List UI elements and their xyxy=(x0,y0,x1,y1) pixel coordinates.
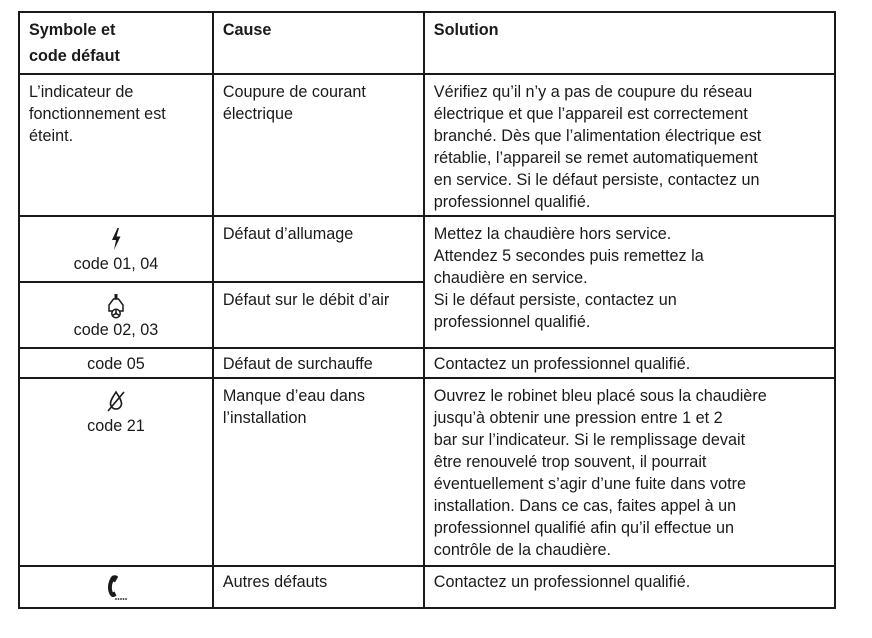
table-row xyxy=(19,348,835,378)
solution-cell: Ouvrez le robinet bleu placé sous la chaudière jusqu’à obtenir une pression entre 1 et 2 bar sur l’indicateur. Si le remplissage devait être renouvelé trop souvent, il pourrait éventuellement s’agir d’une fuite dans votre installation. Dans ce cas, faites appel à un professionnel qualifié afin qu’il effectue un contrôle de la chaudière. xyxy=(424,378,835,566)
solution-cell: Mettez la chaudière hors service. Attendez 5 secondes puis remettez la chaudière en service. Si le défaut persiste, contactez un professionnel qualifié. xyxy=(424,216,835,348)
table-header-row xyxy=(19,12,835,74)
fault-code: code 05 xyxy=(87,355,145,373)
table-row xyxy=(19,566,835,608)
air-flow-fan-icon xyxy=(106,293,126,319)
header-solution: Solution xyxy=(424,12,835,74)
lightning-icon xyxy=(109,227,123,253)
table-row xyxy=(19,216,835,282)
symbol-cell xyxy=(19,282,213,348)
cause-cell: Coupure de courant électrique xyxy=(213,74,424,216)
no-water-icon xyxy=(104,389,128,415)
cause-cell: Défaut de surchauffe xyxy=(213,348,424,378)
table-row xyxy=(19,74,835,216)
telephone-icon xyxy=(103,573,129,601)
table-row xyxy=(19,378,835,566)
solution-cell: Contactez un professionnel qualifié. xyxy=(424,348,835,378)
fault-code: code 02, 03 xyxy=(73,321,159,339)
symbol-cell: L’indicateur de fonctionnement est éteint. xyxy=(19,74,213,216)
symbol-cell xyxy=(19,348,213,378)
symbol-cell xyxy=(19,378,213,566)
symbol-cell xyxy=(19,566,213,608)
fault-code: code 01, 04 xyxy=(73,255,159,273)
cause-cell: Défaut d’allumage xyxy=(213,216,424,282)
header-cause: Cause xyxy=(213,12,424,74)
cause-cell: Défaut sur le débit d’air xyxy=(213,282,424,348)
fault-table xyxy=(18,11,836,609)
cause-cell: Manque d’eau dans l’installation xyxy=(213,378,424,566)
symbol-cell xyxy=(19,216,213,282)
cause-cell: Autres défauts xyxy=(213,566,424,608)
header-symbol-code: Symbole et code défaut xyxy=(19,12,213,74)
solution-cell: Vérifiez qu’il n’y a pas de coupure du réseau électrique et que l’appareil est correctement branché. Dès que l’alimentation électrique est rétablie, l’appareil se remet automatiquement en service. Si le défaut persiste, contactez un professionnel qualifié. xyxy=(424,74,835,216)
fault-code: code 21 xyxy=(87,417,145,435)
solution-cell: Contactez un professionnel qualifié. xyxy=(424,566,835,608)
